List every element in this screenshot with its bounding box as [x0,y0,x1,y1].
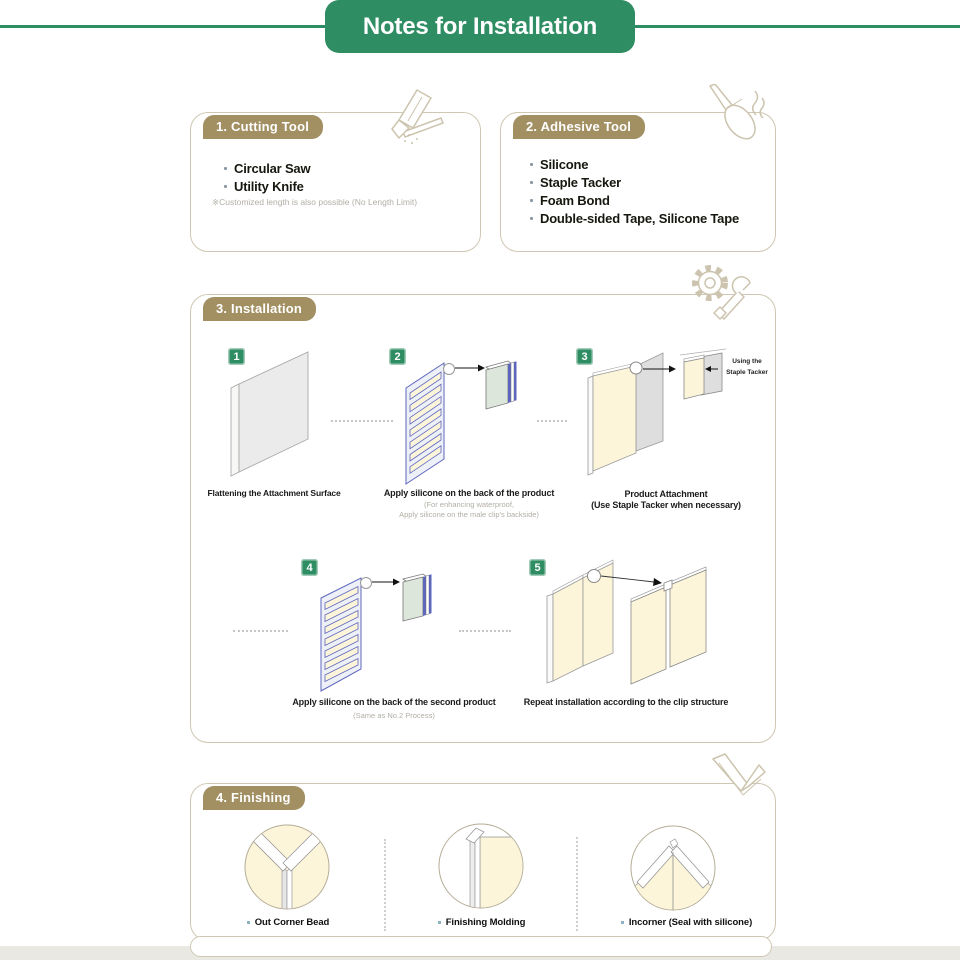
step-2-subtext: (For enhancing waterproof, [423,500,515,509]
bullet-icon [247,921,250,924]
zoom-circle [444,364,455,375]
arrow-head [478,365,485,372]
list-item-label: Utility Knife [234,178,304,194]
list-item [530,209,739,227]
step-4-caption: Apply silicone on the back of the second product [292,697,496,707]
step-2-caption: Apply silicone on the back of the product [383,488,555,498]
dotted-divider [576,837,578,931]
annotation-line: Staple Tacker [726,369,768,376]
arrow-head [653,578,662,586]
list-item [530,155,739,173]
arrow-head [669,366,676,373]
clip-detail [403,574,432,621]
gear-hub [705,278,715,288]
bullet-icon [621,921,624,924]
bullet-icon [530,181,533,184]
annotation-line: Using the [732,358,762,365]
section-adhesive-label: 2. Adhesive Tool [513,115,645,139]
out-corner-bead-diagram [243,823,331,911]
dotted-separator [459,630,511,632]
next-section-box-partial [190,936,772,957]
bullet-icon [530,163,533,166]
list-item-label: Circular Saw [234,160,311,176]
panel-edge [231,384,239,476]
step-5-caption: Repeat installation according to the clip structure [523,697,729,707]
zoom-circle [361,578,372,589]
section-installation [190,294,776,743]
list-item-label: Foam Bond [540,192,610,208]
installed-panels [547,560,613,683]
cutting-note: ※Customized length is also possible (No Length Limit) [212,197,418,207]
finishing-molding-diagram [436,821,526,911]
step-2-diagram [386,351,531,491]
step-4-subtext: (Same as No.2 Process) [353,711,435,720]
bullet-icon [530,217,533,220]
section-finishing [190,783,776,941]
page-title: Notes for Installation [325,0,635,53]
step-5-badge: 5 [529,559,546,576]
step-5-diagram [526,557,761,697]
section-installation-label: 3. Installation [203,297,316,321]
arrow-head [393,579,400,586]
molding-profile [466,828,524,909]
incorner-diagram [629,824,717,912]
finishing-caption [609,917,764,928]
finishing-item-label: Incorner (Seal with silicone) [628,917,753,928]
list-item-label: Staple Tacker [540,174,621,190]
finishing-caption [233,917,343,928]
step-3-badge: 3 [576,348,593,365]
silicone-tube-icon [698,84,766,146]
finishing-caption [419,917,544,928]
dotted-separator [233,630,288,632]
cutting-tool-list [224,159,310,195]
step-2-subtext: Apply silicone on the male clip's backside) [399,510,539,519]
panel-face [239,352,308,472]
molding-wing-right [741,765,765,791]
finishing-item-label: Out Corner Bead [254,917,330,928]
stapler-annotation [719,356,775,378]
step-1-diagram [226,346,351,486]
zoom-circle [588,570,601,583]
bullet-icon [530,199,533,202]
step-1-badge: 1 [228,348,245,365]
list-item-label: Silicone [540,156,589,172]
section-cutting-label: 1. Cutting Tool [203,115,323,139]
cream-panel [593,366,636,471]
list-item [224,177,310,195]
dotted-divider [384,839,386,931]
utility-knife-icon [375,88,445,146]
corner-molding-icon [703,753,767,813]
finishing-item-label: Finishing Molding [445,917,526,928]
list-item [530,173,739,191]
zoom-circle [630,362,642,374]
panel-edge [588,376,593,475]
clip-detail [486,361,517,409]
step-1-caption: Flattening the Attachment Surface [207,488,341,498]
list-item [224,159,310,177]
bullet-icon [438,921,441,924]
adhesive-tool-list [530,155,739,227]
list-item [530,191,739,209]
bullet-icon [224,185,227,188]
step-4-diagram [297,561,462,701]
dotted-separator [537,420,567,422]
gear-wrench-icon [688,261,752,323]
next-panels [631,567,706,684]
step-3-diagram [584,345,729,485]
step-2-badge: 2 [389,348,406,365]
bullet-icon [224,167,227,170]
step-3-caption: Product Attachment [624,489,708,499]
squiggle-lines [753,91,764,118]
section-finishing-label: 4. Finishing [203,786,305,810]
list-item-label: Double-sided Tape, Silicone Tape [540,210,739,226]
step-3-caption: (Use Staple Tacker when necessary) [591,500,741,510]
step-4-badge: 4 [301,559,318,576]
molding-wing-left [713,754,749,791]
dotted-separator [331,420,393,422]
